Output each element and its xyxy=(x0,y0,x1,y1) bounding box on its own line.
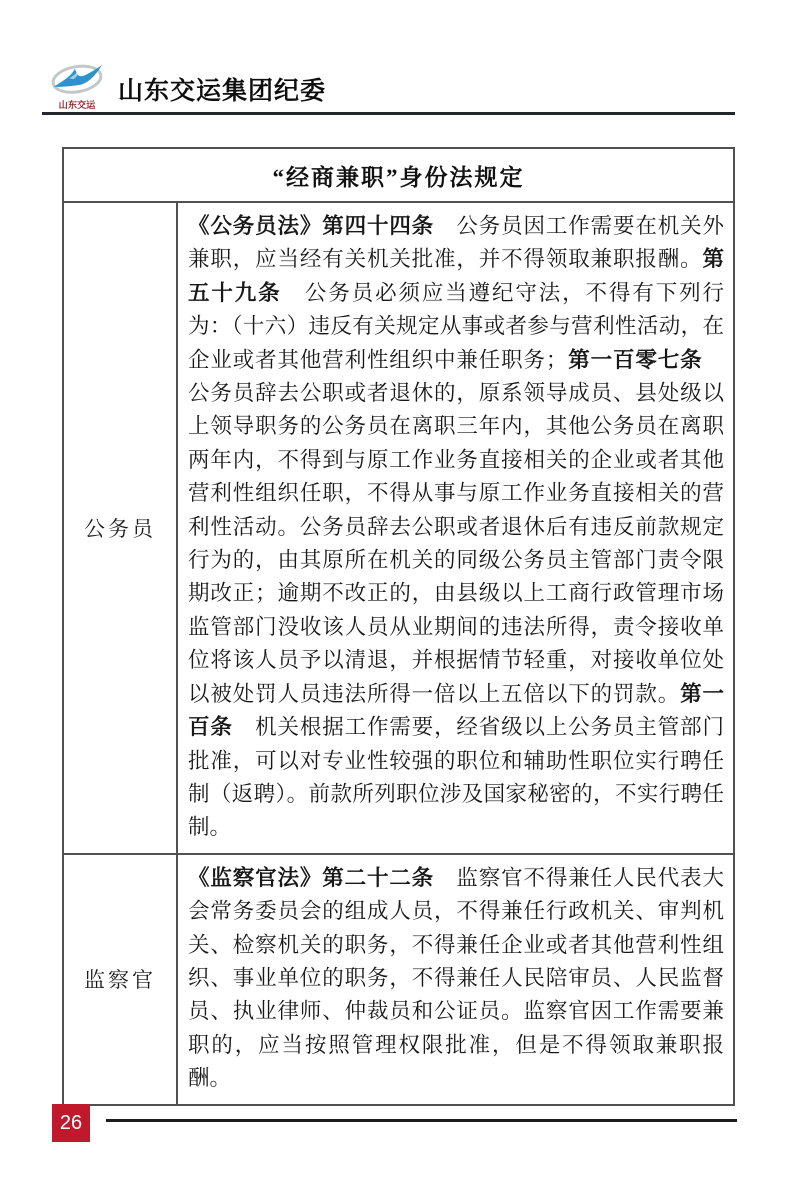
footer-rule xyxy=(106,1119,737,1122)
table-title: “经商兼职”身份法规定 xyxy=(64,149,733,203)
row-label-supervisor: 监察官 xyxy=(64,855,178,1104)
table-row-civil-servant xyxy=(64,203,733,855)
regulation-table xyxy=(62,147,735,1106)
bird-swoosh-logo-icon xyxy=(48,60,106,112)
page-number-badge: 26 xyxy=(52,1104,90,1142)
org-title: 山东交运集团纪委 xyxy=(118,77,327,105)
org-logo xyxy=(48,60,106,112)
row-content-supervisor: 《监察官法》第二十二条 监察官不得兼任人民代表大会常务委员会的组成人员，不得兼任行政机关、审判机关、检察机关的职务，不得兼任企业或者其他营利性组织、事业单位的职务，不得兼任人民陪审员、人民监督员、执业律师、仲裁员和公证员。监察官因工作需要兼职的，应当按照管理权限批准，但是不得领取兼职报酬。 xyxy=(188,865,724,1091)
row-label-civil-servant: 公务员 xyxy=(64,203,178,853)
header-divider-rule xyxy=(42,112,735,115)
logo-caption: 山东交运 xyxy=(58,100,96,111)
page-header xyxy=(48,60,326,112)
row-content-civil-servant: 《公务员法》第四十四条 公务员因工作需要在机关外兼职，应当经有关机关批准，并不得领取兼职报酬。第五十九条 公务员必须应当遵纪守法，不得有下列行为：（十六）违反有关规定从事或者参与营利性活动，在企业或者其他营利性组织中兼任职务；第一百零七条 公务员辞去公职或者退休的，原系领导成员、县处级以上领导职务的公务员在离职三年内，其他公务员在离职两年内，不得到与原工作业务直接相关的企业或者其他营利性组织任职，不得从事与原工作业务直接相关的营利性活动。公务员辞去公职或者退休后有违反前款规定行为的，由其原所在机关的同级公务员主管部门责令限期改正；逾期不改正的，由县级以上工商行政管理市场监管部门没收该人员从业期间的违法所得，责令接收单位将该人员予以清退，并根据情节轻重，对接收单位处以被处罚人员违法所得一倍以上五倍以下的罚款。第一百条 机关根据工作需要，经省级以上公务员主管部门批准，可以对专业性较强的职位和辅助性职位实行聘任制（返聘）。前款所列职位涉及国家秘密的，不实行聘任制。 xyxy=(188,214,724,840)
table-row-supervisor xyxy=(64,855,733,1104)
